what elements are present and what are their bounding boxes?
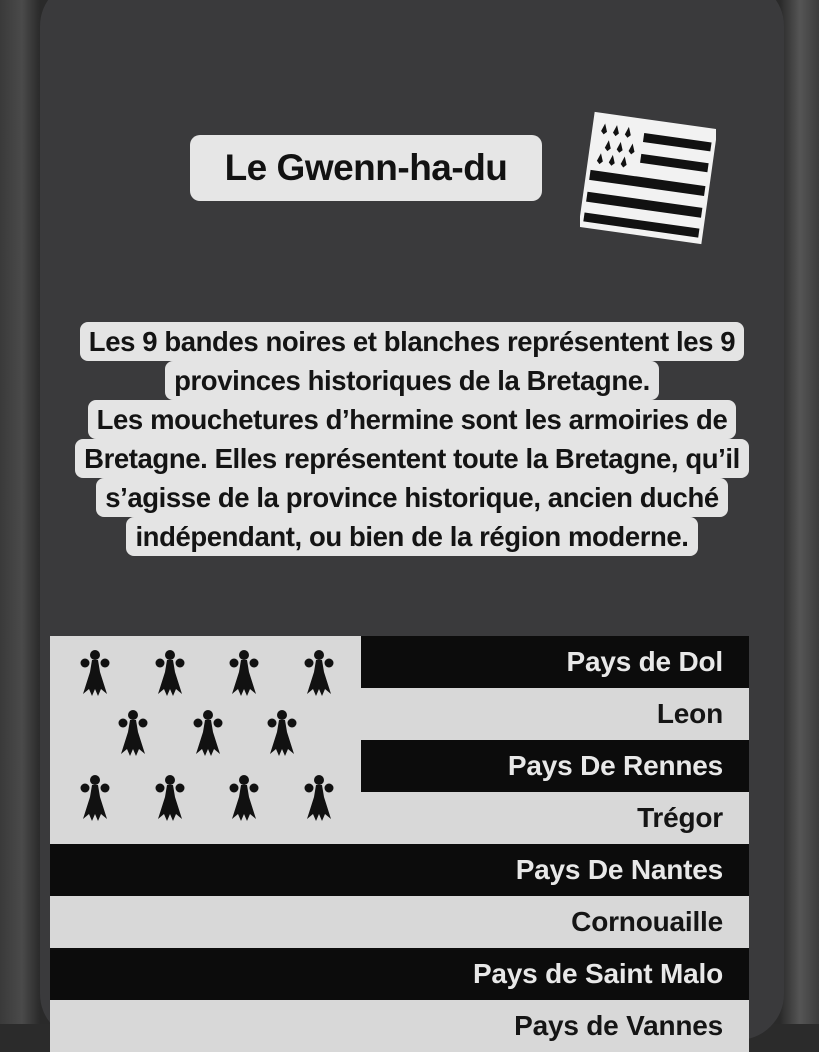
stripe-pays-de-dol: [361, 636, 749, 688]
stripe-cornouaille: [50, 896, 749, 948]
stripe-pays-de-saint-malo: [50, 948, 749, 1000]
ermine-spot-icon: [230, 775, 259, 821]
page-title: Le Gwenn-ha-du: [224, 147, 508, 188]
stripe-pays-de-rennes: [361, 740, 749, 792]
ermine-spot-icon: [156, 775, 185, 821]
description: [50, 322, 774, 556]
stripe-label: Leon: [656, 698, 723, 729]
ermine-spot-icon: [81, 650, 110, 696]
stripe-label: Pays de Vannes: [514, 1010, 723, 1041]
ermine-spot-icon: [156, 650, 185, 696]
stripe-label: Trégor: [637, 802, 723, 833]
description-line-1: Les 9 bandes noires et blanches représentent les 9: [80, 322, 744, 361]
description-line-6: indépendant, ou bien de la région moderne.: [126, 517, 697, 556]
description-line-3: Les mouchetures d’hermine sont les armoiries de: [88, 400, 737, 439]
ermine-spot-icon: [119, 710, 148, 756]
stripe-leon: [361, 688, 749, 740]
ermine-spot-icon: [305, 650, 334, 696]
description-line-5: s’agisse de la province historique, ancien duché: [96, 478, 728, 517]
ermine-spots: [50, 636, 361, 844]
ermine-spot-icon: [305, 775, 334, 821]
ermine-spot-icon: [81, 775, 110, 821]
stripe-label: Pays de Dol: [566, 646, 723, 677]
ermine-spot-icon: [230, 650, 259, 696]
stripe-tregor: [361, 792, 749, 844]
breton-flag-icon: [580, 108, 716, 248]
stripe-label: Pays de Saint Malo: [472, 958, 723, 989]
stripe-pays-de-vannes: [50, 1000, 749, 1052]
stripe-label: Pays De Nantes: [515, 854, 723, 885]
ermine-spot-icon: [268, 710, 297, 756]
title-label: [190, 135, 542, 201]
stripe-pays-de-nantes: [50, 844, 749, 896]
description-line-2: provinces historiques de la Bretagne.: [165, 361, 659, 400]
description-line-4: Bretagne. Elles représentent toute la Bretagne, qu’il: [75, 439, 749, 478]
gwenn-ha-du-flag: [50, 636, 749, 1041]
ermine-spot-icon: [194, 710, 223, 756]
stripe-label: Cornouaille: [571, 906, 723, 937]
ermine-canton: [50, 636, 361, 844]
stripe-label: Pays De Rennes: [507, 750, 723, 781]
